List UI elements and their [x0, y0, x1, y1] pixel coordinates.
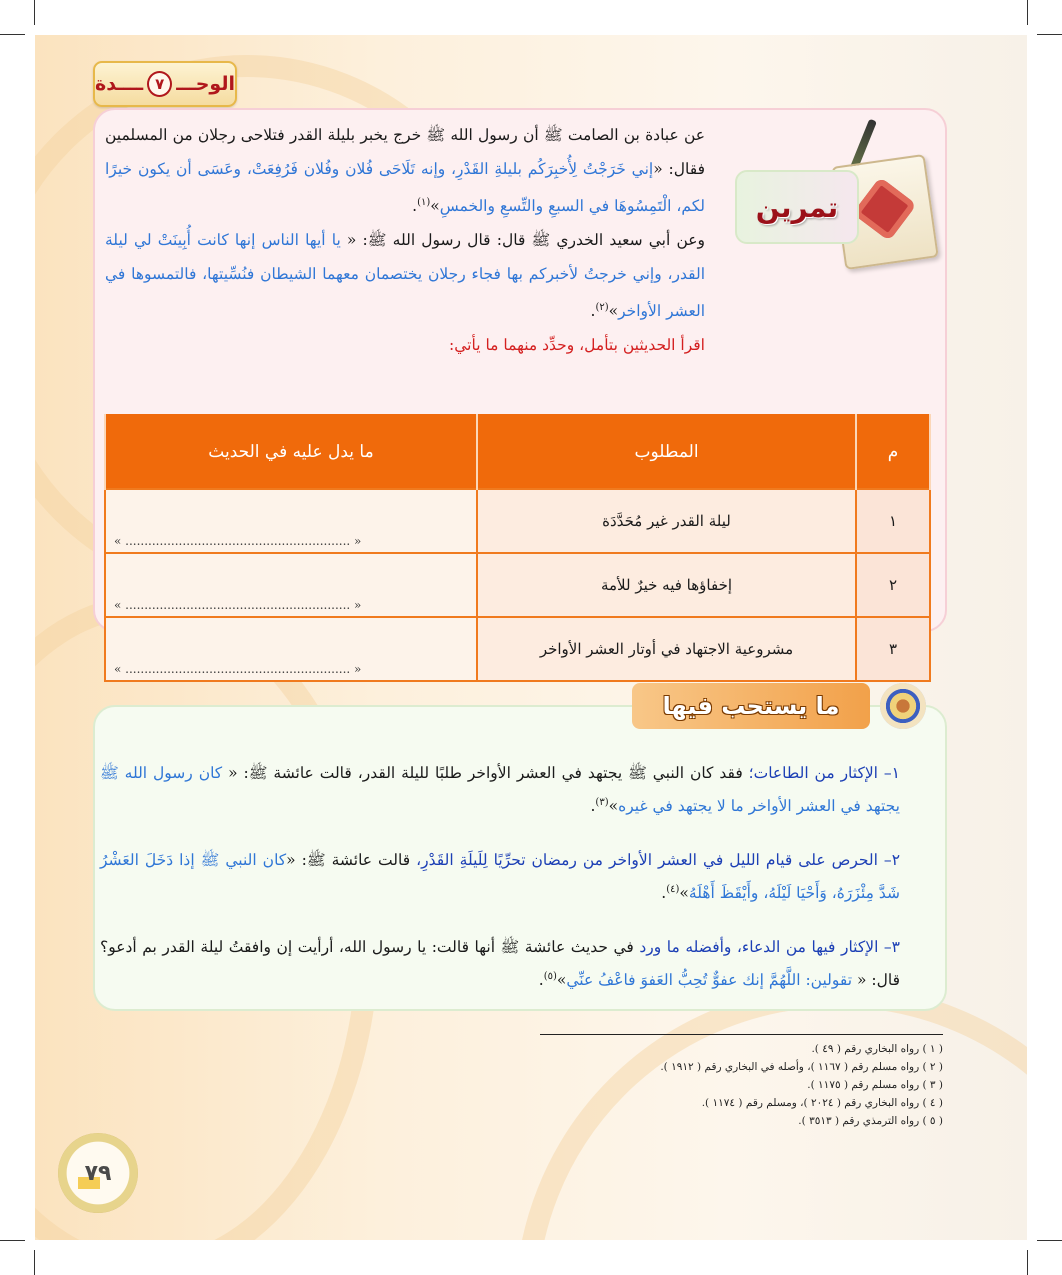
footnote: ( ٣ ) رواه مسلم رقم ( ١١٧٥ ). — [807, 1079, 943, 1091]
answer-field[interactable]: « ........................................................... » — [105, 553, 477, 617]
item-text: في حديث عائشة ﷺ أنها قالت: يا رسول الله، أرأيت إن وافقتُ ليلة القدر بم أدعو؟ قال: « — [100, 938, 900, 990]
period: . — [590, 302, 596, 321]
exercise-label-text: تمرين — [755, 190, 839, 224]
hadith-1 — [105, 118, 705, 223]
crop-mark — [1037, 34, 1062, 35]
hadith-1-quote: إني خَرَجْتُ لِأُخبِرَكُم بليلةِ القَدْرِ، وإنه تَلَاحَى فُلان وفُلان فَرُفِعَتْ، وعَسَى أن يكون خيرًا لكم، الْتَمِسُوهَا في السبعِ والتِّسعِ والخمسِ — [105, 160, 705, 216]
item-quote: كان رسول الله ﷺ يجتهد في العشر الأواخر ما لا يجتهد في غيره — [100, 764, 900, 816]
crop-mark — [34, 0, 35, 25]
period: . — [538, 971, 544, 990]
quote-close: » — [608, 302, 619, 321]
item-text: فقد كان النبي ﷺ يجتهد في العشر الأواخر طلبًا لليلة القدر، قالت عائشة ﷺ: « — [228, 764, 749, 782]
quote-close: » — [608, 797, 619, 816]
unit-word-left: ــــدة — [95, 73, 144, 95]
header-num: م — [856, 415, 930, 489]
list-item — [100, 845, 900, 908]
item-heading: ١– الإكثار من الطاعات؛ — [748, 764, 900, 782]
crop-mark — [0, 1240, 25, 1241]
hadith-2-quote: يا أيها الناس إنها كانت أُبِينَتْ لي ليلة القدر، وإني خرجتُ لأخبركم بها فجاء رجلان يختصمان معهما الشيطان فنُسِّيتها، فالتمسوها في العشر الأواخر — [105, 231, 705, 321]
hadith-2 — [105, 223, 705, 328]
item-heading: ٣– الإكثار فيها من الدعاء، وأفضله ما ورد — [639, 938, 900, 957]
table-row — [105, 489, 930, 553]
period: . — [590, 797, 596, 816]
header-evidence: ما يدل عليه في الحديث — [105, 415, 477, 489]
list-item — [100, 932, 900, 995]
hadith-2-intro: وعن أبي سعيد الخدري ﷺ قال: قال رسول الله ﷺ: « — [346, 231, 705, 250]
ornament-icon — [852, 177, 916, 241]
answer-field[interactable]: « ........................................................... » — [105, 617, 477, 681]
table-header-row — [105, 415, 930, 489]
hadith-1-intro: عن عبادة بن الصامت ﷺ أن رسول الله ﷺ خرج يخبر بليلة القدر فتلاحى رجلان من المسلمين فقال: « — [105, 126, 705, 178]
quote-close: » — [430, 197, 440, 216]
unit-number: ٧ — [147, 71, 172, 97]
crop-mark — [1037, 1240, 1062, 1241]
footnote: ( ٥ ) رواه الترمذي رقم ( ٣٥١٣ ). — [798, 1115, 943, 1127]
page-number: ٧٩ — [84, 1160, 112, 1186]
item-quote: تقولين: اللَّهُمَّ إنك عفوٌّ تُحِبُّ العَفوَ فاعْفُ عنِّي — [566, 971, 857, 990]
rosette-icon — [880, 683, 926, 729]
row-required: إخفاؤها فيه خيرٌ للأمة — [477, 553, 856, 617]
unit-badge — [93, 61, 237, 107]
table-row — [105, 553, 930, 617]
crop-mark — [1027, 1250, 1028, 1275]
crop-mark — [0, 34, 25, 35]
exercise-text — [105, 118, 705, 362]
item-text: قالت عائشة ﷺ: « — [286, 851, 417, 870]
crop-mark — [34, 1250, 35, 1275]
item-quote: كان النبي ﷺ إذا دَخَلَ العَشْرُ شَدَّ مِئْزَرَهُ، وَأَحْيَا لَيْلَهُ، وأَيْقَظَ أَهْلَهُ — [100, 851, 900, 903]
footnote-ref: (٣) — [595, 797, 609, 808]
list-item — [100, 758, 900, 821]
footnote: ( ٢ ) رواه مسلم رقم ( ١١٦٧ )، وأصله في البخاري رقم ( ١٩١٢ ). — [660, 1061, 943, 1073]
row-number: ٣ — [856, 617, 930, 681]
footnote-divider — [540, 1034, 943, 1035]
header-required: المطلوب — [477, 415, 856, 489]
row-number: ١ — [856, 489, 930, 553]
footnote-ref: (١) — [417, 197, 431, 208]
unit-word-right: الوحـــ — [176, 73, 235, 95]
footnote: ( ١ ) رواه البخاري رقم ( ٤٩ ). — [811, 1043, 943, 1055]
period: . — [412, 197, 418, 216]
exercise-table — [104, 414, 931, 682]
footnote-ref: (٢) — [595, 302, 609, 314]
page-number-badge — [58, 1133, 138, 1213]
footnotes — [540, 1040, 943, 1130]
quote-close: » — [679, 884, 689, 903]
item-heading: ٢– الحرص على قيام الليل في العشر الأواخر من رمضان تحرِّيًا لِلَيلَةِ القَدْرِ، — [416, 851, 901, 870]
quote-close: » — [556, 971, 567, 990]
row-required: ليلة القدر غير مُحَدَّدَة — [477, 489, 856, 553]
answer-field[interactable]: « ........................................................... » — [105, 489, 477, 553]
exercise-label — [735, 170, 859, 244]
desirable-list — [100, 758, 900, 1019]
crop-mark — [1027, 0, 1028, 25]
exercise-instruction: اقرأ الحديثين بتأمل، وحدِّد منهما ما يأتي: — [449, 336, 705, 355]
period: . — [661, 884, 667, 903]
section-header — [632, 683, 870, 729]
row-required: مشروعية الاجتهاد في أوتار العشر الأواخر — [477, 617, 856, 681]
footnote-ref: (٥) — [543, 971, 557, 983]
row-number: ٢ — [856, 553, 930, 617]
footnote: ( ٤ ) رواه البخاري رقم ( ٢٠٢٤ )، ومسلم رقم ( ١١٧٤ ). — [701, 1097, 943, 1109]
table-row — [105, 617, 930, 681]
section-title: ما يستحب فيها — [662, 692, 840, 720]
footnote-ref: (٤) — [666, 884, 680, 896]
